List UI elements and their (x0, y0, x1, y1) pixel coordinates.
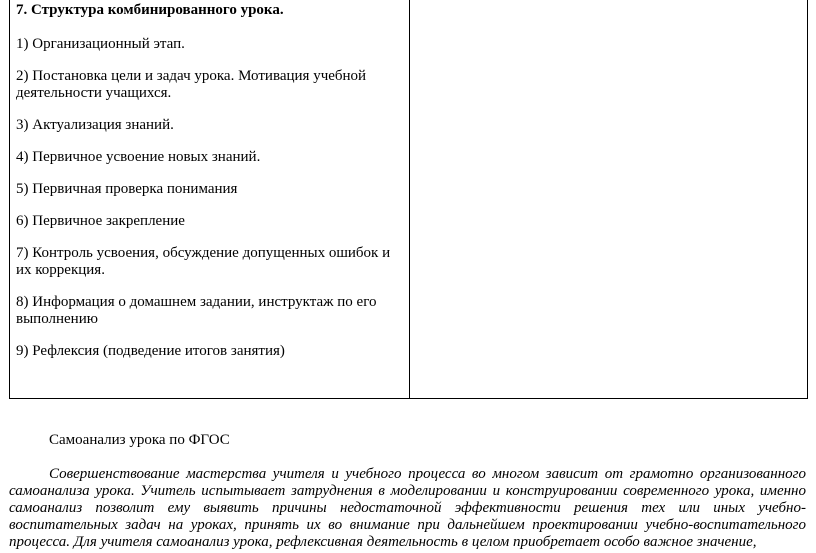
stage-item: 8) Информация о домашнем задании, инструктаж по его выполнению (16, 294, 377, 327)
section-heading: Самоанализ урока по ФГОС (49, 432, 230, 448)
stage-item: 4) Первичное усвоение новых знаний. (16, 149, 261, 165)
table-title: 7. Структура комбинированного урока. (16, 2, 284, 18)
stage-item: 7) Контроль усвоения, обсуждение допущенных ошибок и их коррекция. (16, 245, 391, 278)
lesson-structure-table (9, 0, 808, 399)
stage-item: 1) Организационный этап. (16, 36, 185, 52)
stage-item: 5) Первичная проверка понимания (16, 181, 238, 197)
intro-paragraph: Совершенствование мастерства учителя и учебного процесса во многом зависит от грамотно организованного самоанализа урока. Учитель испытывает затруднения в моделировании и конструировании современного урока, именно самоанализ позволит ему выявить причины недостаточной эффективности решения тех или иных учебно-воспитательных задач на уроках, принять их во внимание при дальнейшем проектировании учебно-воспитательного процесса. Для учителя самоанализ урока, рефлексивная деятельность в целом приобретает особо важное значение, (9, 466, 806, 550)
stage-item: 9) Рефлексия (подведение итогов занятия) (16, 343, 285, 359)
table-right-cell (410, 0, 807, 398)
stage-item: 6) Первичное закрепление (16, 213, 185, 229)
stage-item: 2) Постановка цели и задач урока. Мотивация учебной деятельности учащихся. (16, 68, 367, 101)
table-left-cell (10, 0, 410, 398)
stage-item: 3) Актуализация знаний. (16, 117, 174, 133)
